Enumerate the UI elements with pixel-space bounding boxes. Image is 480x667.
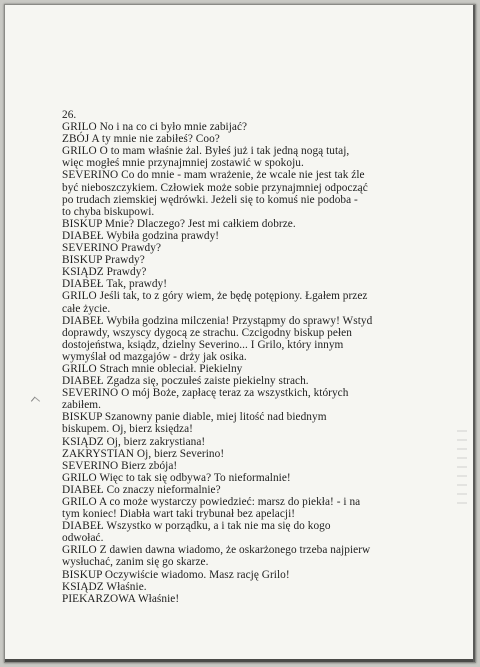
- script-line: BISKUP Oczywiście wiadomo. Masz rację Grilo!: [62, 568, 290, 581]
- script-line: po trudach ziemskiej wędrówki. Jeżeli się to komuś nie podoba -: [62, 193, 358, 206]
- script-line: DIABEŁ Wybiła godzina milczenia! Przystąpmy do sprawy! Wstyd: [62, 314, 373, 327]
- script-text-block: [62, 109, 412, 605]
- script-line: DIABEŁ Wybiła godzina prawdy!: [62, 229, 220, 242]
- page-number: 26.: [62, 109, 77, 121]
- script-line: wymyślał od mazgajów - drży jak osika.: [62, 350, 247, 363]
- script-line: GRILO Więc to tak się odbywa? To nieformalnie!: [62, 471, 291, 484]
- script-line: SEVERINO Bierz zbója!: [62, 459, 178, 472]
- script-line: KSIĄDZ Oj, bierz zakrystiana!: [62, 435, 206, 448]
- scan-right-edge: [473, 5, 475, 662]
- stray-pen-mark: [31, 396, 40, 405]
- script-line: DIABEŁ Co znaczy nieformalnie?: [62, 483, 221, 496]
- script-line: BISKUP Mnie? Dlaczego? Jest mi całkiem dobrze.: [62, 217, 296, 230]
- script-line: SEVERINO Prawdy?: [62, 242, 162, 255]
- script-line: DIABEŁ Zgadza się, poczułeś zaiste piekielny strach.: [62, 375, 309, 388]
- document-page: [4, 4, 476, 663]
- script-line: GRILO Z dawien dawna wiadomo, że oskarżonego trzeba najpierw: [62, 544, 371, 557]
- script-line: PIEKARZOWA Właśnie!: [62, 592, 180, 605]
- script-line: SEVERINO Co do mnie - mam wrażenie, że wcale nie jest tak źle: [62, 169, 365, 182]
- script-line: dostojeństwa, ksiądz, dzielny Severino... I Grilo, który innym: [62, 338, 344, 351]
- script-line: to chyba biskupowi.: [62, 205, 155, 218]
- script-line: więc mogłeś mnie przynajmniej zostawić w spokoju.: [62, 157, 304, 170]
- script-line: KSIĄDZ Prawdy?: [62, 266, 147, 279]
- script-line: KSIĄDZ Właśnie.: [62, 580, 147, 593]
- script-line: GRILO A co może wystarczy powiedzieć: marsz do piekła! - i na: [62, 496, 361, 508]
- script-line: GRILO Jeśli tak, to z góry wiem, że będę potępiony. Łgałem przez: [62, 290, 368, 303]
- script-line: być nieboszczykiem. Człowiek może sobie przynajmniej odpocząć: [62, 181, 368, 194]
- script-line: BISKUP Szanowny panie diable, miej litość nad biednym: [62, 411, 327, 424]
- script-line: ZAKRYSTIAN Oj, bierz Severino!: [62, 447, 225, 460]
- script-line: wysłuchać, zanim się go skarze.: [62, 556, 209, 569]
- script-line: całe życie.: [62, 302, 111, 315]
- script-line: ZBÓJ A ty mnie nie zabiłeś? Coo?: [62, 133, 220, 146]
- script-line: GRILO No i na co ci było mnie zabijać?: [62, 121, 248, 134]
- script-line: GRILO Strach mnie obleciał. Piekielny: [62, 362, 243, 375]
- script-line: biskupem. Oj, bierz księdza!: [62, 423, 193, 436]
- script-line: doprawdy, wszyscy dygocą ze strachu. Czcigodny biskup pełen: [62, 326, 352, 339]
- script-line: odwołać.: [62, 532, 104, 545]
- script-line: BISKUP Prawdy?: [62, 254, 145, 267]
- script-line: DIABEŁ Tak, prawdy!: [62, 278, 168, 291]
- script-line: SEVERINO O mój Boże, zapłacę teraz za wszystkich, których: [62, 387, 349, 400]
- script-line: GRILO O to mam właśnie żal. Byłeś już i tak jedną nogą tutaj,: [62, 145, 350, 158]
- script-line: zabiłem.: [62, 399, 101, 412]
- show-through-marks: [457, 430, 467, 510]
- script-line: DIABEŁ Wszystko w porządku, a i tak nie ma się do kogo: [62, 520, 331, 533]
- script-line: tym koniec! Diabła wart taki trybunał bez apelacji!: [62, 508, 296, 521]
- scan-bottom-edge: [5, 659, 475, 662]
